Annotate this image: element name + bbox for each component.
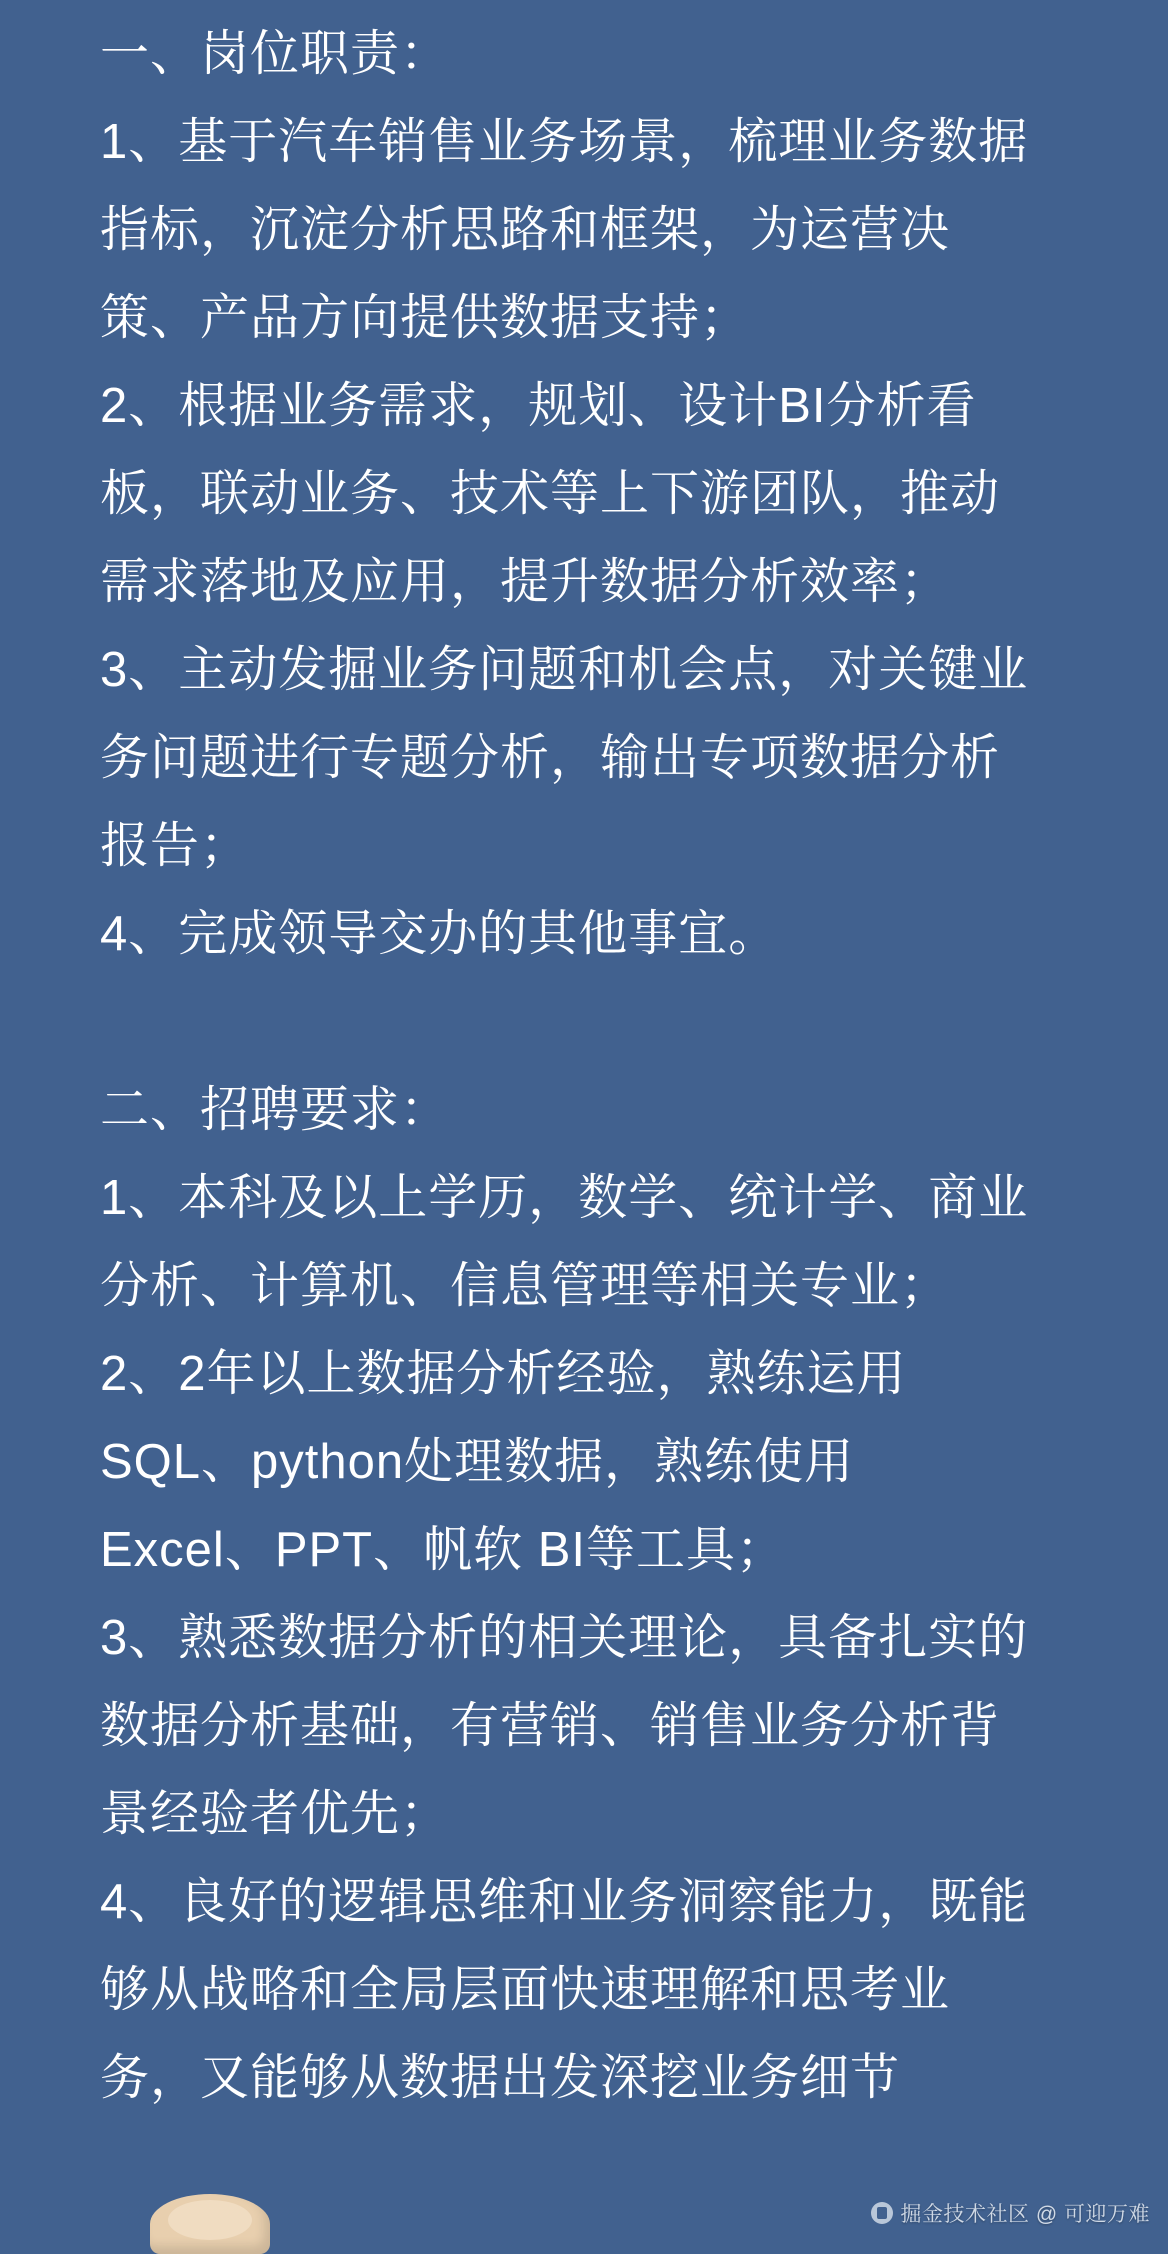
body-line: 务，又能够从数据出发深挖业务细节: [100, 2051, 901, 2105]
body-line: 够从战略和全局层面快速理解和思考业: [100, 1963, 951, 2017]
section-heading: 二、招聘要求：: [100, 1083, 451, 1137]
body-line: 1、本科及以上学历，数学、统计学、商业: [100, 1171, 1029, 1225]
body-line: 数据分析基础，有营销、销售业务分析背: [100, 1699, 1001, 1753]
body-line: 1、基于汽车销售业务场景，梳理业务数据: [100, 115, 1029, 169]
body-line: 2、根据业务需求，规划、设计BI分析看: [100, 379, 977, 433]
body-line: 3、主动发掘业务问题和机会点，对关键业: [100, 643, 1029, 697]
body-line: 4、良好的逻辑思维和业务洞察能力，既能: [100, 1875, 1029, 1929]
body-line: Excel、PPT、帆软 BI等工具；: [100, 1523, 787, 1577]
watermark-text: 掘金技术社区 @ 可迎万难: [900, 2203, 1150, 2226]
section-requirements: [100, 1066, 1128, 2122]
watermark: [871, 2198, 1151, 2228]
section-responsibilities: [100, 10, 1128, 978]
body-line: 板，联动业务、技术等上下游团队，推动: [100, 467, 1001, 521]
body-line: 报告；: [100, 819, 251, 873]
section-heading: 一、岗位职责：: [100, 27, 451, 81]
body-line: 策、产品方向提供数据支持；: [100, 291, 751, 345]
juejin-logo-icon: [871, 2202, 893, 2224]
body-line: 3、熟悉数据分析的相关理论，具备扎实的: [100, 1611, 1029, 1665]
body-line: 分析、计算机、信息管理等相关专业；: [100, 1259, 951, 1313]
body-line: 4、完成领导交办的其他事宜。: [100, 907, 779, 961]
body-line: 务问题进行专题分析，输出专项数据分析: [100, 731, 1001, 785]
hand-decoration: [150, 2194, 270, 2254]
body-line: 2、2年以上数据分析经验，熟练运用: [100, 1347, 907, 1401]
body-line: SQL、python处理数据，熟练使用: [100, 1435, 855, 1489]
body-line: 景经验者优先；: [100, 1787, 451, 1841]
body-line: 指标，沉淀分析思路和框架，为运营决: [100, 203, 951, 257]
body-line: 需求落地及应用，提升数据分析效率；: [100, 555, 951, 609]
section-spacer: [100, 978, 1128, 1066]
